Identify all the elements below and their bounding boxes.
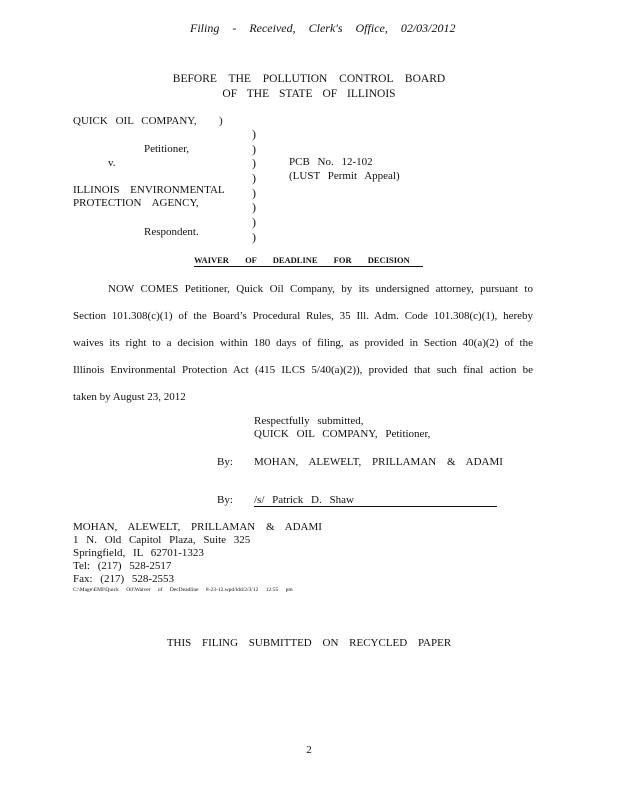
petitioner-name: QUICK OIL COMPANY, [73,115,197,127]
caption-paren: ) [252,229,256,244]
body-line: NOW COMES Petitioner, Quick Oil Company, by its undersigned attorney, pursuant to [108,283,533,295]
address-city: Springfield, IL 62701-1323 [73,547,204,559]
respectfully-submitted: Respectfully submitted, [254,415,364,427]
case-type: (LUST Permit Appeal) [289,170,400,182]
signing-party: QUICK OIL COMPANY, Petitioner, [254,428,431,440]
firm-name: MOHAN, ALEWELT, PRILLAMAN & ADAMI [254,456,503,468]
case-number: PCB No. 12-102 [289,156,373,168]
respondent-name-line-1: ILLINOIS ENVIRONMENTAL [73,184,225,196]
caption-paren: ) [252,171,256,186]
caption-paren-top: ) [219,115,223,127]
file-path-footer: C:\Mage\EMI\Quick Oil\Waiver of DecDeadline 8-23-12.wpd/ldd/2/3/12 12:55 pm [73,587,293,593]
caption-paren: ) [252,200,256,215]
address-firm: MOHAN, ALEWELT, PRILLAMAN & ADAMI [73,521,322,533]
body-line: taken by August 23, 2012 [73,391,186,403]
respondent-role: Respondent. [144,226,199,238]
address-fax: Fax: (217) 528-2553 [73,573,175,585]
caption-paren: ) [252,215,256,230]
body-line: waives its right to a decision within 180 days of filing, as provided in Section 40(a)(2) of the [73,337,533,349]
respondent-name-line-2: PROTECTION AGENCY, [73,197,199,209]
body-line: Section 101.308(c)(1) of the Board’s Procedural Rules, 35 Ill. Adm. Code 101.308(c)(1), hereby [73,310,533,322]
caption-paren: ) [252,141,256,156]
by-label-2: By: [217,494,233,506]
filing-header: Filing - Received, Clerk's Office, 02/03/2012 [190,21,456,35]
body-paragraph [73,276,533,411]
address-street: 1 N. Old Capitol Plaza, Suite 325 [73,534,251,546]
board-title-line-2: OF THE STATE OF ILLINOIS [222,88,396,100]
by-label-1: By: [217,456,233,468]
caption-paren: ) [252,127,256,141]
body-line: Illinois Environmental Protection Act (415 ILCS 5/40(a)(2)), provided that such final action be [73,364,533,376]
caption-paren: ) [252,156,256,171]
signature-line: /s/ Patrick D. Shaw [254,494,497,507]
petitioner-role: Petitioner, [144,143,190,155]
address-tel: Tel: (217) 528-2517 [73,560,172,572]
caption-paren: ) [252,185,256,200]
document-heading: WAIVER OF DEADLINE FOR DECISION [194,255,423,267]
versus: v. [108,157,116,169]
board-title-line-1: BEFORE THE POLLUTION CONTROL BOARD [172,73,446,85]
caption-parens [252,127,256,245]
recycled-paper-notice: THIS FILING SUBMITTED ON RECYCLED PAPER [166,637,452,649]
page-number: 2 [306,744,312,756]
